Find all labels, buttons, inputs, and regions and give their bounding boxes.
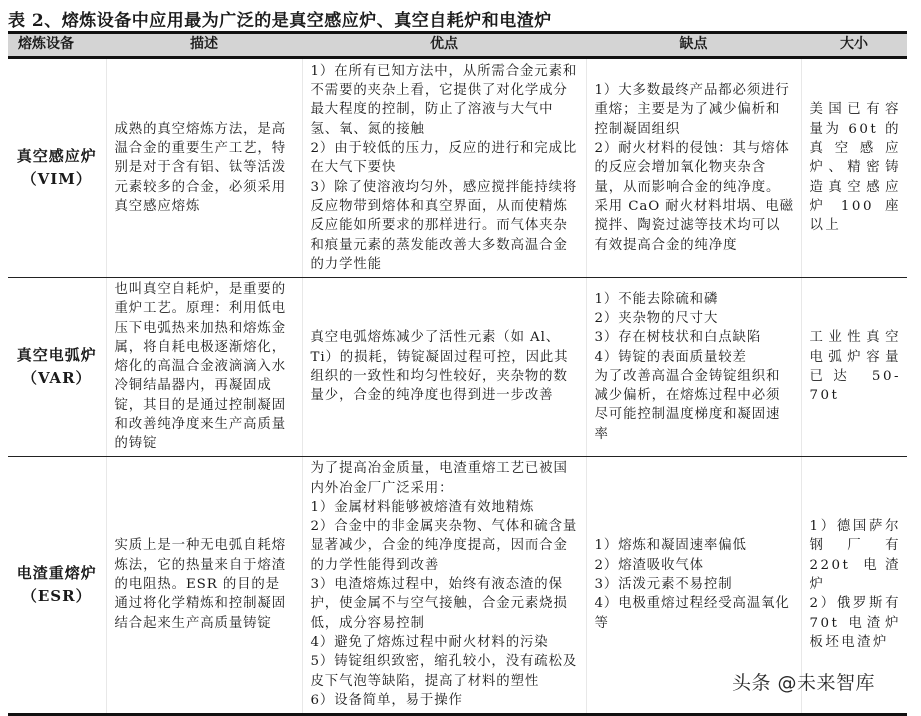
description-cell: 也叫真空自耗炉，是重要的重炉工艺。原理：利用低电压下电弧热来加热和熔炼金属，将自耗电极逐渐熔化，熔化的高温合金液滴滴入水冷铜结晶器内，再凝固成锭，其目的是通过控制凝固和改善纯净度来生产高质量的铸锭: [106, 278, 302, 457]
table-header-row: [8, 33, 907, 58]
size-item: 1）德国萨尔钢厂有 220t 电渣炉: [809, 519, 901, 593]
table-title: 表 2、熔炼设备中应用最为广泛的是真空感应炉、真空自耗炉和电渣炉: [8, 11, 552, 31]
device-name: 真空电弧炉: [16, 345, 97, 364]
smelting-equipment-table: [8, 31, 907, 716]
device-abbr: （ESR）: [21, 586, 92, 605]
disadvantage-item: 1）熔炼和凝固速率偏低: [594, 538, 747, 554]
advantage-item: 1）金属材料能够被熔渣有效地精炼: [310, 499, 535, 515]
advantage-item: 2）合金中的非金属夹杂物、气体和硫含量显著减少，合金的纯净度提高，因而合金的力学性能得到改善: [310, 519, 578, 573]
advantage-item: 2）由于较低的压力，反应的进行和完成比在大气下要快: [310, 141, 578, 176]
header-advantages: 优点: [302, 33, 586, 58]
device-cell: [8, 278, 106, 457]
device-name: 电渣重熔炉: [16, 563, 97, 582]
disadvantage-item: 2）夹杂物的尺寸大: [594, 310, 719, 326]
disadvantage-item: 2）耐火材料的侵蚀：其与熔体的反应会增加氧化物夹杂含量，从而影响合金的纯净度。采用 CaO 耐火材料坩埚、电磁搅拌、陶瓷过滤等技术均可以有效提高合金的纯净度: [594, 141, 794, 253]
disadvantage-item: 1）大多数最终产品都必须进行重熔；主要是为了减少偏析和控制凝固组织: [594, 83, 790, 137]
table-row-vim: [8, 58, 907, 278]
disadvantage-item: 3）活泼元素不易控制: [594, 577, 733, 593]
table-row-var: [8, 278, 907, 457]
device-abbr: （VAR）: [21, 368, 92, 387]
watermark: 头条 @未来智库: [732, 672, 876, 694]
header-size: 大小: [801, 33, 907, 58]
header-device: 熔炼设备: [8, 33, 106, 58]
disadvantages-cell: [586, 58, 801, 278]
size-cell: 工业性真空电弧炉容量已达 50-70t: [801, 278, 907, 457]
device-abbr: （VIM）: [21, 170, 92, 188]
advantages-cell: [302, 58, 586, 278]
advantage-intro: 为了提高冶金质量，电渣重熔工艺已被国内外冶金厂广泛采用：: [310, 461, 568, 496]
advantage-item: 3）除了使溶液均匀外，感应搅拌能持续将反应物带到熔体和真空界面，从而使精炼反应能如所要求的那样进行。而气体夹杂和痕量元素的蒸发能改善大多数高温合金的力学性能: [310, 179, 578, 272]
size-cell: 美国已有容量为 60t 的真空感应炉、精密铸造真空感应炉 100 座以上: [801, 58, 907, 278]
advantage-item: 真空电弧熔炼减少了活性元素（如 Al、Ti）的损耗，铸锭凝固过程可控，因此其组织的一致性和均匀性较好，夹杂物的数量少，合金的纯净度也得到进一步改善: [310, 330, 569, 404]
disadvantage-item: 1）不能去除硫和磷: [594, 291, 719, 307]
device-cell: [8, 456, 106, 714]
device-cell: [8, 58, 106, 278]
header-disadvantages: 缺点: [586, 33, 801, 58]
disadvantage-item: 4）铸锭的表面质量较差: [594, 349, 747, 365]
advantages-cell: [302, 278, 586, 457]
disadvantage-item: 3）存在树枝状和白点缺陷: [594, 330, 762, 346]
device-name: 真空感应炉: [16, 147, 97, 165]
disadvantage-note: 为了改善高温合金铸锭组织和减少偏析，在熔炼过程中必须尽可能控制温度梯度和凝固速率: [594, 368, 781, 442]
header-description: 描述: [106, 33, 302, 58]
advantages-cell: [302, 456, 586, 714]
disadvantage-item: 4）电极重熔过程经受高温氧化等: [594, 596, 790, 631]
disadvantages-cell: [586, 278, 801, 457]
size-item: 2）俄罗斯有 70t 电渣炉板坯电渣炉: [809, 596, 901, 650]
description-cell: 成熟的真空熔炼方法，是高温合金的重要生产工艺，特别是对于含有铝、钛等活泼元素较多的合金，必须采用真空感应熔炼: [106, 58, 302, 278]
advantage-item: 1）在所有已知方法中，从所需合金元素和不需要的夹杂上看，它提供了对化学成分最大程度的控制，防止了溶液与大气中氢、氧、氮的接触: [310, 63, 578, 137]
advantage-item: 6）设备简单，易于操作: [310, 692, 463, 708]
advantage-item: 5）铸锭组织致密，缩孔较小，没有疏松及皮下气泡等缺陷，提高了材料的塑性: [310, 654, 578, 689]
advantage-item: 3）电渣熔炼过程中，始终有液态渣的保护，使金属不与空气接触，合金元素烧损低，成分容易控制: [310, 577, 568, 631]
disadvantage-item: 2）熔渣吸收气体: [594, 557, 704, 573]
advantage-item: 4）避免了熔炼过程中耐火材料的污染: [310, 634, 549, 650]
description-cell: 实质上是一种无电弧自耗熔炼法，它的热量来自于熔渣的电阻热。ESR 的目的是通过将化学精炼和控制凝固结合起来生产高质量铸锭: [106, 456, 302, 714]
